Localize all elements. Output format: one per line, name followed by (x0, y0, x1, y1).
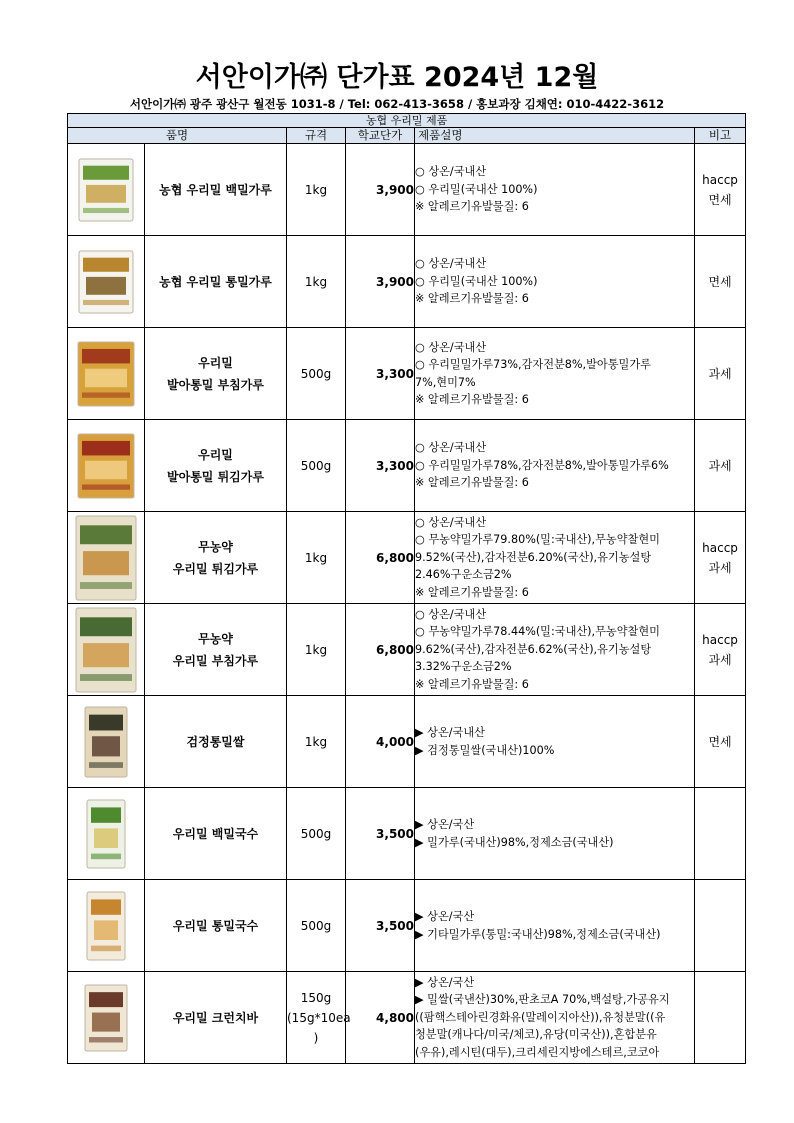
product-price: 6,800 (346, 512, 415, 604)
product-package-image (86, 799, 126, 869)
product-name-line1: 무농약 (198, 631, 233, 646)
product-package-image (84, 984, 128, 1052)
product-spec-line2: (15g*10ea (287, 1010, 351, 1025)
product-price: 4,800 (346, 972, 415, 1064)
product-name (145, 604, 287, 696)
product-name (145, 328, 287, 420)
product-package-image (77, 341, 135, 407)
product-note (695, 236, 746, 328)
product-package-image (75, 515, 137, 601)
product-package-image (78, 158, 134, 222)
description-line: ○ 상온/국내산 (415, 607, 487, 621)
description-line: ▶ 상온/국산 (415, 910, 475, 923)
description-line: ○ 상온/국내산 (415, 441, 487, 455)
product-description (415, 788, 695, 880)
description-line: ○ 무농약밀가루79.80%(밀:국내산),무농약찰현미 (415, 533, 660, 547)
product-image-cell (68, 972, 145, 1064)
product-name (145, 880, 287, 972)
product-image-cell (68, 144, 145, 236)
product-description (415, 328, 695, 420)
product-package-image (77, 433, 135, 499)
product-description (415, 512, 695, 604)
section-title: 농협 우리밀 제품 (68, 114, 746, 128)
product-spec-line1: 1kg (304, 734, 328, 749)
product-name-line1: 우리밀 (198, 355, 233, 370)
table-row (68, 236, 746, 328)
product-note-line1: 면세 (708, 274, 732, 289)
product-name (145, 972, 287, 1064)
product-spec-line1: 1kg (304, 642, 328, 657)
table-row (68, 696, 746, 788)
product-spec-line1: 500g (300, 826, 332, 841)
product-note-line2: 과세 (708, 560, 732, 575)
product-price: 3,900 (346, 144, 415, 236)
description-line: 3.32%구운소금2% (415, 660, 512, 674)
description-line: 7%,현미7% (415, 375, 476, 389)
product-note (695, 696, 746, 788)
product-spec (287, 420, 346, 512)
product-name-line1: 우리밀 백밀국수 (172, 826, 259, 841)
product-name (145, 236, 287, 328)
description-line: ▶ 상온/국내산 (415, 726, 485, 739)
product-price: 3,300 (346, 420, 415, 512)
product-name (145, 788, 287, 880)
product-spec-line3: ) (313, 1030, 319, 1045)
product-description (415, 144, 695, 236)
product-price: 3,500 (346, 788, 415, 880)
product-name-line1: 농협 우리밀 통밀가루 (159, 274, 272, 289)
product-note (695, 328, 746, 420)
product-spec (287, 696, 346, 788)
description-line: ○ 무농약밀가루78.44%(밀:국내산),무농약찰현미 (415, 625, 660, 639)
product-price: 4,000 (346, 696, 415, 788)
description-line: (우유),레시틴(대두),크리세린지방에스테르,코코아 (415, 1045, 660, 1059)
description-line: ○ 우리밀밀가루73%,감자전분8%,발아통밀가루 (415, 358, 651, 371)
table-row (68, 604, 746, 696)
product-package-image (84, 706, 128, 778)
product-spec-line1: 1kg (304, 274, 328, 289)
product-note-line1: 과세 (708, 366, 732, 381)
product-note-line1: haccp (702, 632, 738, 647)
product-name-line1: 검정통밀쌀 (186, 734, 245, 749)
product-image-cell (68, 604, 145, 696)
product-spec (287, 604, 346, 696)
table-row (68, 880, 746, 972)
description-line: 9.52%(국산),감자전분6.20%(국산),유기농설탕 (415, 550, 652, 564)
table-row (68, 420, 746, 512)
product-spec (287, 512, 346, 604)
table-row (68, 788, 746, 880)
description-line: ▶ 기타밀가루(통밀:국내산)98%,정제소금(국내산) (415, 927, 661, 941)
table-row (68, 328, 746, 420)
product-image-cell (68, 880, 145, 972)
header-name: 품명 (68, 128, 287, 144)
table-row (68, 972, 746, 1064)
product-name-line1: 우리밀 크런치바 (172, 1010, 259, 1025)
description-line: ▶ 상온/국산 (415, 975, 475, 989)
product-name-line2: 우리밀 튀김가루 (172, 561, 259, 576)
product-note (695, 144, 746, 236)
product-package-image (75, 607, 137, 693)
product-description (415, 880, 695, 972)
product-spec-line1: 1kg (304, 182, 328, 197)
table-row (68, 144, 746, 236)
description-line: ▶ 밀쌀(국낸산)30%,판초코A 70%,백설탕,가공유지 (415, 993, 670, 1007)
product-name-line1: 무농약 (198, 539, 233, 554)
product-spec-line1: 500g (300, 458, 332, 473)
product-spec-line1: 500g (300, 918, 332, 933)
section-header-row (68, 114, 746, 128)
product-note (695, 512, 746, 604)
description-line: ※ 알레르기유발물질: 6 (415, 585, 529, 599)
description-line: ▶ 검정통밀쌀(국내산)100% (415, 743, 555, 757)
header-price: 학교단가 (346, 128, 415, 144)
product-price: 6,800 (346, 604, 415, 696)
description-line: ○ 상온/국내산 (415, 257, 487, 271)
product-name (145, 512, 287, 604)
product-spec (287, 236, 346, 328)
product-image-cell (68, 696, 145, 788)
price-table (67, 113, 746, 1064)
header-desc: 제품설명 (415, 128, 695, 144)
product-note (695, 972, 746, 1064)
description-line: ○ 우리밀(국내산 100%) (415, 182, 538, 196)
description-line: 9.62%(국산),감자전분6.62%(국산),유기농설탕 (415, 642, 652, 656)
description-line: ※ 알레르기유발물질: 6 (415, 677, 529, 691)
product-price: 3,500 (346, 880, 415, 972)
product-package-image (86, 891, 126, 961)
product-name (145, 420, 287, 512)
product-image-cell (68, 420, 145, 512)
description-line: ((팜핵스테아린경화유(말레이지아산)),유청분말((유 (415, 1010, 666, 1024)
table-row (68, 512, 746, 604)
product-note-line2: 면세 (708, 192, 732, 207)
product-price: 3,300 (346, 328, 415, 420)
product-spec (287, 880, 346, 972)
product-note-line1: 면세 (708, 734, 732, 749)
product-spec-line1: 500g (300, 366, 332, 381)
product-note (695, 604, 746, 696)
product-name-line2: 발아통밀 부침가루 (167, 377, 264, 392)
product-image-cell (68, 788, 145, 880)
product-spec-line1: 1kg (304, 550, 328, 565)
product-name-line2: 발아통밀 튀김가루 (167, 469, 264, 484)
product-description (415, 696, 695, 788)
description-line: ▶ 상온/국산 (415, 818, 475, 831)
product-note-line1: haccp (702, 540, 738, 555)
description-line: 청분말(캐나다/미국/체코),유당(미국산)),혼합분유 (415, 1028, 657, 1042)
description-line: ※ 알레르기유발물질: 6 (415, 200, 529, 214)
description-line: ○ 상온/국내산 (415, 340, 487, 354)
description-line: ※ 알레르기유발물질: 6 (415, 292, 529, 306)
product-spec (287, 972, 351, 1064)
product-note (695, 788, 746, 880)
product-description (415, 420, 695, 512)
header-spec: 규격 (287, 128, 346, 144)
product-spec (287, 144, 346, 236)
product-spec (287, 788, 346, 880)
product-image-cell (68, 328, 145, 420)
product-description (415, 236, 695, 328)
page-title: 서안이가㈜ 단가표 2024년 12월 (195, 62, 599, 93)
description-line: ○ 우리밀밀가루78%,감자전분8%,발아통밀가루6% (415, 458, 669, 472)
product-image-cell (68, 512, 145, 604)
product-package-image (78, 250, 134, 314)
header-note: 비고 (695, 128, 746, 144)
product-description (415, 604, 695, 696)
product-note-line1: 과세 (708, 458, 732, 473)
product-name-line2: 우리밀 부침가루 (172, 653, 259, 668)
product-note-line1: haccp (702, 172, 738, 187)
description-line: ▶ 밀가루(국내산)98%,정제소금(국내산) (415, 835, 614, 849)
description-line: ○ 상온/국내산 (415, 165, 487, 179)
product-note (695, 880, 746, 972)
product-name-line1: 농협 우리밀 백밀가루 (159, 182, 272, 197)
product-price: 3,900 (346, 236, 415, 328)
company-contact-line: 서안이가㈜ 광주 광산구 월전동 1031-8 / Tel: 062-413-3658 / 홍보과장 김채연: 010-4422-3612 (129, 97, 665, 111)
product-name (145, 696, 287, 788)
product-spec-line1: 150g (300, 990, 332, 1005)
column-header-row (68, 128, 746, 144)
product-note (695, 420, 746, 512)
product-name-line1: 우리밀 통밀국수 (172, 918, 259, 933)
product-description (415, 972, 695, 1064)
description-line: ○ 상온/국내산 (415, 515, 487, 529)
description-line: ※ 알레르기유발물질: 6 (415, 393, 529, 406)
product-image-cell (68, 236, 145, 328)
description-line: ○ 우리밀(국내산 100%) (415, 274, 538, 288)
product-name (145, 144, 287, 236)
description-line: ※ 알레르기유발물질: 6 (415, 476, 529, 490)
product-spec (287, 328, 346, 420)
description-line: 2.46%구운소금2% (415, 568, 512, 582)
product-name-line1: 우리밀 (198, 447, 233, 462)
product-note-line2: 과세 (708, 652, 732, 667)
